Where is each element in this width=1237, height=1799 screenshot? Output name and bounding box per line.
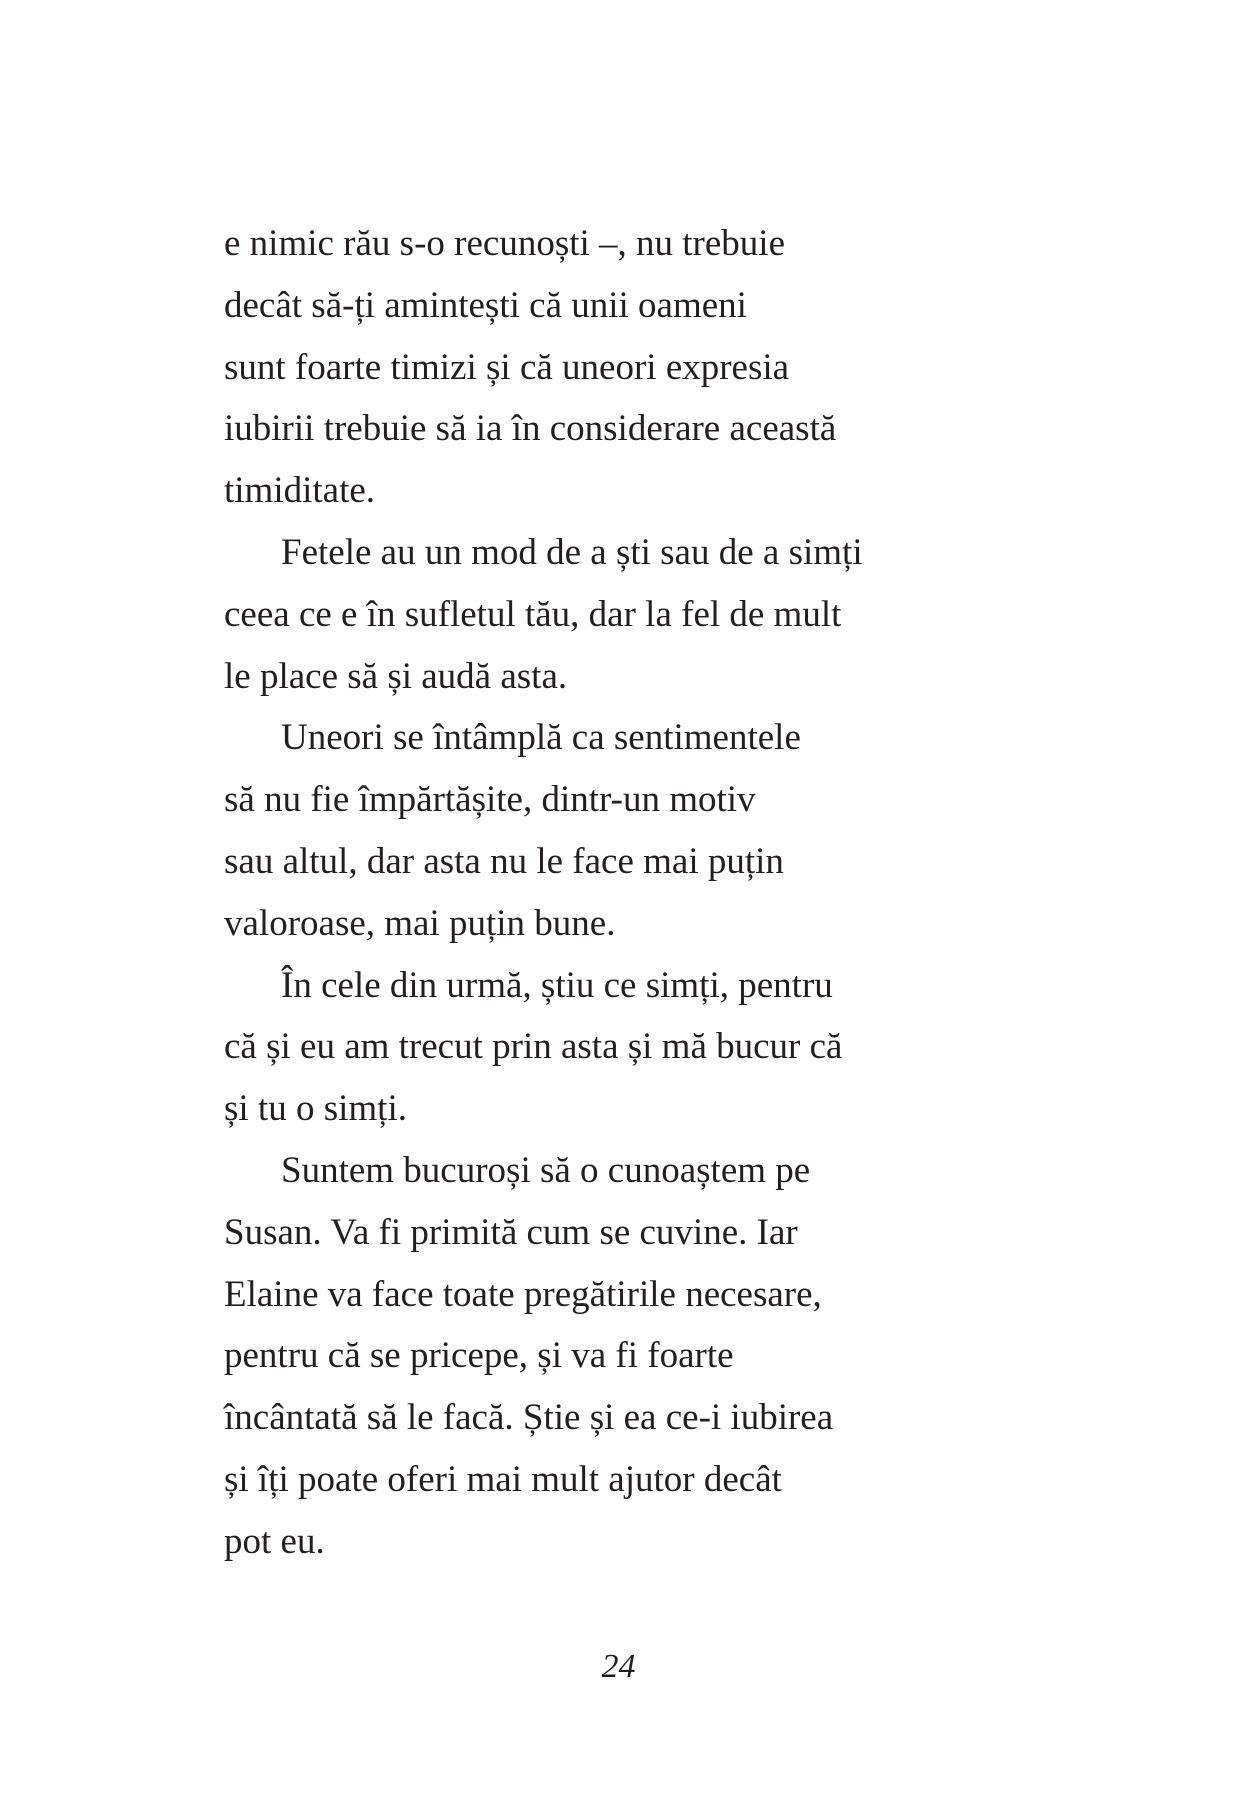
paragraph xyxy=(224,955,1044,1140)
text-line: pot eu. xyxy=(224,1520,325,1562)
text-line: decât să-ți amintești că unii oameni xyxy=(224,284,747,326)
text-line: sau altul, dar asta nu le face mai puțin xyxy=(224,840,784,882)
text-line: Elaine va face toate pregătirile necesare, xyxy=(224,1273,822,1315)
text-line: ceea ce e în sufletul tău, dar la fel de mult xyxy=(224,593,842,635)
text-line: că și eu am trecut prin asta și mă bucur că xyxy=(224,1026,843,1068)
paragraph xyxy=(224,522,1044,707)
text-line: Suntem bucuroși să o cunoaștem pe xyxy=(281,1149,811,1191)
text-line: e nimic rău s-o recunoști –, nu trebuie xyxy=(224,223,785,264)
text-line: și îți poate oferi mai mult ajutor decât xyxy=(224,1458,782,1500)
text-line: valoroase, mai puțin bune. xyxy=(224,902,616,944)
text-line: timiditate. xyxy=(224,470,376,512)
paragraph xyxy=(224,707,1044,954)
text-line: să nu fie împărtășite, dintr-un motiv xyxy=(224,779,756,821)
text-line: Uneori se întâmplă ca sentimentele xyxy=(281,717,801,759)
text-line: încântată să le facă. Știe și ea ce-i iubirea xyxy=(224,1397,834,1439)
text-line: sunt foarte timizi și că uneori expresia xyxy=(224,346,790,388)
paragraph xyxy=(224,213,1044,522)
paragraph xyxy=(224,1140,1044,1573)
text-line: și tu o simți. xyxy=(224,1088,407,1130)
text-line: Fetele au un mod de a ști sau de a simți xyxy=(281,531,863,573)
text-line: În cele din urmă, știu ce simți, pentru xyxy=(281,964,833,1006)
page-number: 24 xyxy=(601,1648,636,1685)
text-line: pentru că se pricepe, și va fi foarte xyxy=(224,1335,734,1377)
text-line: Susan. Va fi primită cum se cuvine. Iar xyxy=(224,1211,798,1253)
text-line: iubirii trebuie să ia în considerare această xyxy=(224,408,837,450)
text-line: le place să și audă asta. xyxy=(224,655,568,697)
page-body xyxy=(224,213,1044,1573)
